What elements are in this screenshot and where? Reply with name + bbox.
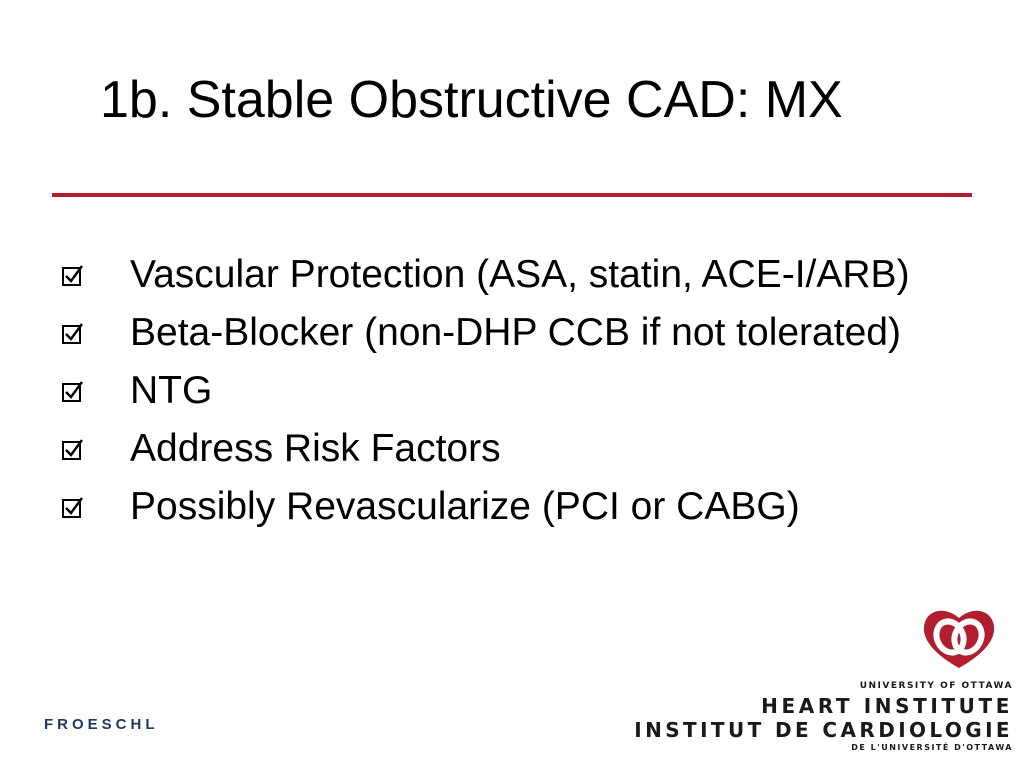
bullet-item	[62, 482, 942, 532]
footer-author: FROESCHL	[44, 716, 159, 733]
logo-university-line: UNIVERSITY OF OTTAWA	[859, 681, 1013, 691]
checked-box-icon	[62, 438, 84, 460]
checked-box-icon	[62, 496, 84, 518]
logo-universite-line: DE L'UNIVERSITÉ D'OTTAWA	[851, 743, 1013, 752]
logo-institut-line: INSTITUT DE CARDIOLOGIE	[634, 718, 1013, 742]
logo-heart-institute-line: HEART INSTITUTE	[761, 694, 1013, 718]
checked-box-icon	[62, 380, 84, 402]
bullet-text: Possibly Revascularize (PCI or CABG)	[130, 485, 800, 528]
bullet-item	[62, 366, 942, 416]
bullet-text: Vascular Protection (ASA, statin, ACE-I/ARB)	[130, 253, 910, 296]
bullet-list	[62, 250, 942, 540]
heart-institute-logo-icon	[919, 604, 999, 674]
bullet-item	[62, 308, 942, 358]
checked-box-icon	[62, 322, 84, 344]
title-divider	[52, 193, 972, 197]
bullet-text: Address Risk Factors	[130, 427, 501, 470]
bullet-text: NTG	[130, 369, 213, 412]
bullet-text: Beta-Blocker (non-DHP CCB if not tolerated)	[130, 311, 901, 354]
heart-institute-logo	[634, 604, 1017, 756]
checked-box-icon	[62, 264, 84, 286]
slide-title: 1b. Stable Obstructive CAD: MX	[100, 71, 843, 129]
bullet-item	[62, 250, 942, 300]
bullet-item	[62, 424, 942, 474]
